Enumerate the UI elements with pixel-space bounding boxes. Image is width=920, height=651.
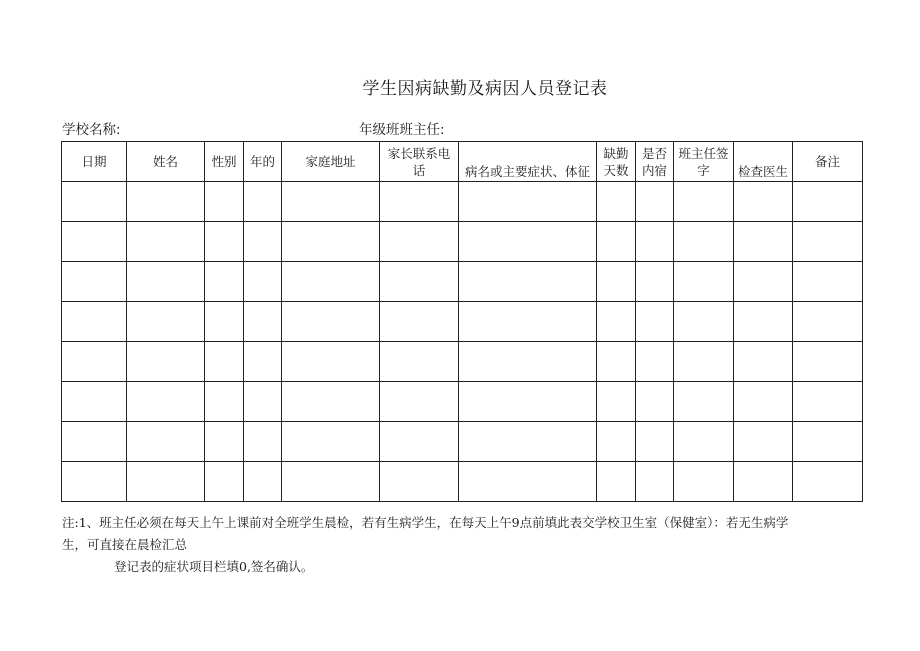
table-row xyxy=(62,302,863,342)
table-row xyxy=(62,422,863,462)
table-cell[interactable] xyxy=(674,422,734,462)
table-cell[interactable] xyxy=(734,182,793,222)
table-row xyxy=(62,182,863,222)
table-cell[interactable] xyxy=(282,182,380,222)
table-cell[interactable] xyxy=(459,342,597,382)
table-cell[interactable] xyxy=(793,302,863,342)
table-cell[interactable] xyxy=(734,222,793,262)
grade-teacher-label: 年级班班主任: xyxy=(359,122,445,138)
table-cell[interactable] xyxy=(244,262,282,302)
table-cell[interactable] xyxy=(62,302,127,342)
col-header-doctor: 检查医生 xyxy=(734,142,793,182)
col-header-parent-phone: 家长联系电话 xyxy=(380,142,459,182)
table-cell[interactable] xyxy=(674,222,734,262)
table-cell[interactable] xyxy=(597,462,636,502)
col-header-gender: 性别 xyxy=(205,142,244,182)
table-cell[interactable] xyxy=(597,342,636,382)
note-line-1: 注:1、班主任必须在每天上午上课前对全班学生晨检，若有生病学生，在每天上午9点前填此表交学校卫生室（保健室）：若无生病学 xyxy=(62,515,789,530)
table-cell[interactable] xyxy=(127,462,205,502)
table-cell[interactable] xyxy=(597,182,636,222)
col-header-name: 姓名 xyxy=(127,142,205,182)
table-cell[interactable] xyxy=(380,422,459,462)
table-cell[interactable] xyxy=(674,182,734,222)
col-header-teacher-signature: 班主任签字 xyxy=(674,142,734,182)
table-cell[interactable] xyxy=(62,342,127,382)
table-cell[interactable] xyxy=(205,302,244,342)
col-header-remarks: 备注 xyxy=(793,142,863,182)
table-cell[interactable] xyxy=(734,462,793,502)
table-cell[interactable] xyxy=(127,222,205,262)
table-cell[interactable] xyxy=(62,222,127,262)
table-cell[interactable] xyxy=(674,262,734,302)
table-cell[interactable] xyxy=(282,382,380,422)
col-header-symptoms: 病名或主要症状、体征 xyxy=(459,142,597,182)
col-header-boarding: 是否内宿 xyxy=(636,142,674,182)
note-line-3: 登记表的症状项目栏填0,签名确认。 xyxy=(114,559,314,574)
table-cell[interactable] xyxy=(205,222,244,262)
col-header-address: 家庭地址 xyxy=(282,142,380,182)
table-cell[interactable] xyxy=(597,382,636,422)
table-cell[interactable] xyxy=(459,462,597,502)
table-cell[interactable] xyxy=(282,462,380,502)
table-cell[interactable] xyxy=(282,422,380,462)
table-cell[interactable] xyxy=(62,462,127,502)
table-cell[interactable] xyxy=(636,182,674,222)
table-cell[interactable] xyxy=(62,182,127,222)
table-cell[interactable] xyxy=(244,342,282,382)
table-row xyxy=(62,382,863,422)
table-cell[interactable] xyxy=(380,302,459,342)
table-cell[interactable] xyxy=(734,342,793,382)
table-cell[interactable] xyxy=(244,302,282,342)
table-cell[interactable] xyxy=(674,382,734,422)
table-cell[interactable] xyxy=(380,382,459,422)
table-header-row xyxy=(62,142,863,182)
table-cell[interactable] xyxy=(205,462,244,502)
table-cell[interactable] xyxy=(244,382,282,422)
table-cell[interactable] xyxy=(282,262,380,302)
table-cell[interactable] xyxy=(380,342,459,382)
table-cell[interactable] xyxy=(636,262,674,302)
table-cell[interactable] xyxy=(793,262,863,302)
table-cell[interactable] xyxy=(597,262,636,302)
table-cell[interactable] xyxy=(597,422,636,462)
table-cell[interactable] xyxy=(674,342,734,382)
table-row xyxy=(62,222,863,262)
table-cell[interactable] xyxy=(127,422,205,462)
table-cell[interactable] xyxy=(62,262,127,302)
table-cell[interactable] xyxy=(734,262,793,302)
table-cell[interactable] xyxy=(674,462,734,502)
table-cell[interactable] xyxy=(636,222,674,262)
table-cell[interactable] xyxy=(459,302,597,342)
table-cell[interactable] xyxy=(244,422,282,462)
table-cell[interactable] xyxy=(205,422,244,462)
table-cell[interactable] xyxy=(205,342,244,382)
table-cell[interactable] xyxy=(734,302,793,342)
table-cell[interactable] xyxy=(127,342,205,382)
table-cell[interactable] xyxy=(793,422,863,462)
table-cell[interactable] xyxy=(636,462,674,502)
table-cell[interactable] xyxy=(380,222,459,262)
col-header-date: 日期 xyxy=(62,142,127,182)
table-cell[interactable] xyxy=(282,302,380,342)
notes xyxy=(62,512,792,578)
table-cell[interactable] xyxy=(380,182,459,222)
table-row xyxy=(62,342,863,382)
table-row xyxy=(62,462,863,502)
table-cell[interactable] xyxy=(459,422,597,462)
table-cell[interactable] xyxy=(62,422,127,462)
table-cell[interactable] xyxy=(205,382,244,422)
table-cell[interactable] xyxy=(127,262,205,302)
table-cell[interactable] xyxy=(62,382,127,422)
table-cell[interactable] xyxy=(244,182,282,222)
table-cell[interactable] xyxy=(459,222,597,262)
table-cell[interactable] xyxy=(244,222,282,262)
table-cell[interactable] xyxy=(127,382,205,422)
table-cell[interactable] xyxy=(244,462,282,502)
table-cell[interactable] xyxy=(636,382,674,422)
table-cell[interactable] xyxy=(282,222,380,262)
table-cell[interactable] xyxy=(793,462,863,502)
table-cell[interactable] xyxy=(734,422,793,462)
table-cell[interactable] xyxy=(380,462,459,502)
table-cell[interactable] xyxy=(459,382,597,422)
table-row xyxy=(62,262,863,302)
school-name-label: 学校名称: xyxy=(62,122,121,138)
table-cell[interactable] xyxy=(793,182,863,222)
table-cell[interactable] xyxy=(636,422,674,462)
table-cell[interactable] xyxy=(597,302,636,342)
table-cell[interactable] xyxy=(674,302,734,342)
table-cell[interactable] xyxy=(636,302,674,342)
table-cell[interactable] xyxy=(459,262,597,302)
table-cell[interactable] xyxy=(205,262,244,302)
registration-table xyxy=(61,141,863,502)
table-cell[interactable] xyxy=(636,342,674,382)
table-cell[interactable] xyxy=(127,302,205,342)
page-title: 学生因病缺勤及病因人员登记表 xyxy=(362,79,608,99)
table-cell[interactable] xyxy=(597,222,636,262)
table-cell[interactable] xyxy=(380,262,459,302)
table-cell[interactable] xyxy=(459,182,597,222)
table-cell[interactable] xyxy=(793,382,863,422)
note-line-2: 生，可直接在晨检汇总 xyxy=(62,537,188,552)
col-header-absent-days: 缺勤天数 xyxy=(597,142,636,182)
table-cell[interactable] xyxy=(127,182,205,222)
table-cell[interactable] xyxy=(793,342,863,382)
table-cell[interactable] xyxy=(282,342,380,382)
col-header-age: 年的 xyxy=(244,142,282,182)
table-cell[interactable] xyxy=(205,182,244,222)
table-cell[interactable] xyxy=(793,222,863,262)
table-cell[interactable] xyxy=(734,382,793,422)
